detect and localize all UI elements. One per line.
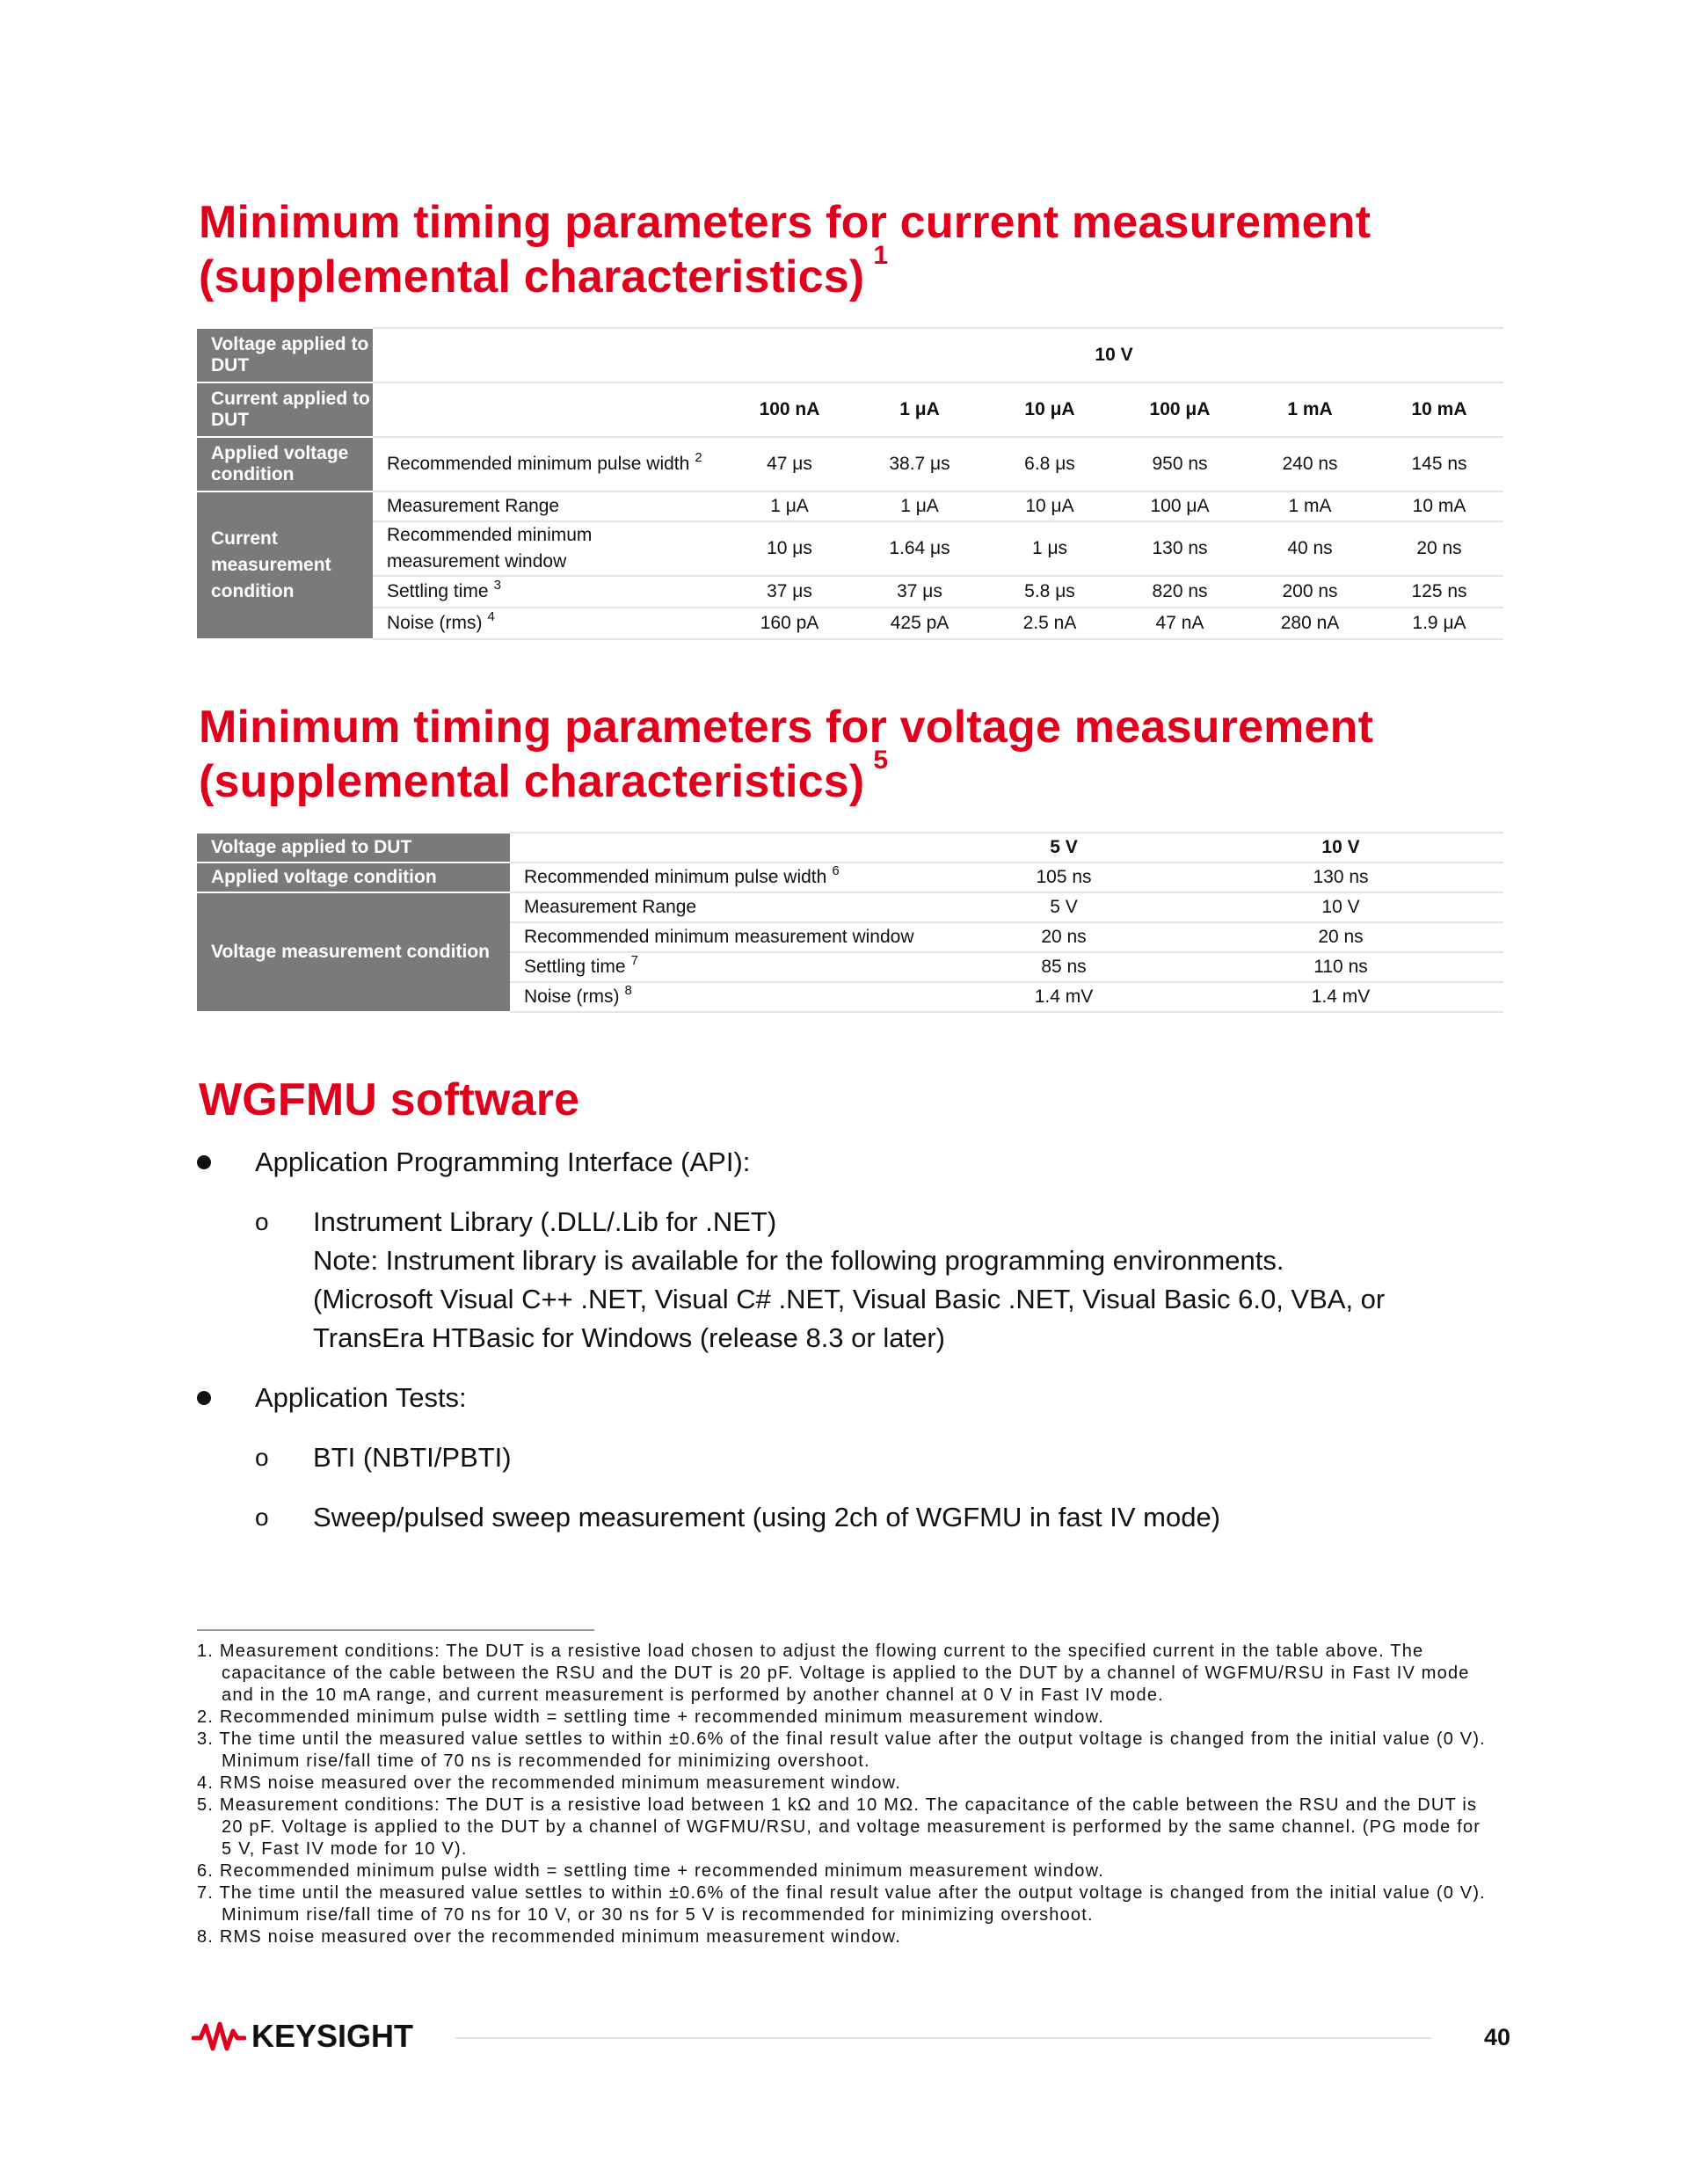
table-cell: 1 μA: [855, 491, 985, 521]
table-cell: 10 V: [1204, 892, 1503, 922]
page-number: 40: [1483, 2024, 1510, 2050]
list-item: o Sweep/pulsed sweep measurement (using 2ch of WGFMU in fast IV mode): [197, 1498, 1516, 1537]
table-cell: 40 ns: [1245, 521, 1375, 576]
table-cell: 1.64 μs: [855, 521, 985, 576]
sub-bullet-icon: o: [255, 1444, 269, 1471]
software-bullet-list: [197, 1143, 1516, 1537]
table-cell: 100 μA: [1115, 491, 1245, 521]
row-label-range: Measurement Range: [373, 491, 724, 521]
title-line-1: Minimum timing parameters for voltage measurement: [199, 702, 1374, 753]
table-cell: 950 ns: [1115, 437, 1245, 491]
current-column-header: 1 mA: [1245, 382, 1375, 437]
title-line-2: (supplemental characteristics): [199, 756, 865, 807]
table-cell: 1.4 mV: [923, 982, 1204, 1012]
title-line-1: Minimum timing parameters for current measurement: [199, 197, 1372, 248]
row-label-settling: Settling time $^7$: [510, 952, 923, 982]
row-label-settling: Settling time $^3$: [373, 576, 724, 608]
table-cell: 425 pA: [855, 608, 985, 639]
row-label-pulse-width: Recommended minimum pulse width $^6$: [510, 863, 923, 892]
row-header-voltage: Voltage applied to DUT: [197, 328, 373, 382]
table-cell: 6.8 μs: [985, 437, 1115, 491]
table-cell: 105 ns: [923, 863, 1204, 892]
table-cell: 5.8 μs: [985, 576, 1115, 608]
list-item: Application Programming Interface (API):: [197, 1143, 1516, 1182]
section-title-software: WGFMU software: [199, 1074, 580, 1125]
table-cell: 130 ns: [1115, 521, 1245, 576]
table-cell: 37 μs: [724, 576, 855, 608]
table-cell: 1.4 mV: [1204, 982, 1503, 1012]
list-item: o BTI (NBTI/PBTI): [197, 1438, 1516, 1477]
table-cell: 47 μs: [724, 437, 855, 491]
bullet-icon: [197, 1391, 211, 1405]
current-column-header: 1 μA: [855, 382, 985, 437]
row-header-voltage: Voltage applied to DUT: [197, 833, 510, 863]
section-title-current: [199, 195, 1371, 304]
footnote: 1. Measurement conditions: The DUT is a resistive load chosen to adjust the flowing current to the specified current in the table above. The capacitance of the cable between the RSU and the DUT is 20 pF. Voltage is applied to the DUT by a channel of WGFMU/RSU in Fast IV mode and in the 10 mA range, and current measurement is performed by another channel at 0 V in Fast IV mode.: [197, 1642, 1470, 1705]
table-cell: 5 V: [923, 892, 1204, 922]
footnote: 7. The time until the measured value settles to within ±0.6% of the final result value after the output voltage is changed from the initial value (0 V). Minimum rise/fall time of 70 ns for 10 V, or 30 ns for 5 V is recommended for minimizing overshoot.: [197, 1883, 1486, 1925]
table-cell: 1 μA: [724, 491, 855, 521]
table-cell: 820 ns: [1115, 576, 1245, 608]
brand-name: KEYSIGHT: [251, 2018, 414, 2054]
row-label-window: Recommended minimum measurement window: [373, 521, 724, 576]
row-label-noise: Noise (rms) $^8$: [510, 982, 923, 1012]
table-cell: 280 nA: [1245, 608, 1375, 639]
table-cell: 10 mA: [1375, 491, 1503, 521]
table-cell: 20 ns: [1375, 521, 1503, 576]
list-item: Application Tests:: [197, 1379, 1516, 1417]
table-cell: 1 mA: [1245, 491, 1375, 521]
current-timing-table: [197, 327, 1503, 640]
table-cell: 1 μs: [985, 521, 1115, 576]
row-label-pulse-width: Recommended minimum pulse width $^2$: [373, 437, 724, 491]
table-cell: 20 ns: [1204, 922, 1503, 952]
keysight-logo: [192, 2019, 413, 2054]
voltage-value: 10 V: [724, 328, 1503, 382]
footnote-ref: 1: [873, 241, 889, 270]
voltage-column-header: 10 V: [1204, 833, 1503, 863]
current-column-header: 100 nA: [724, 382, 855, 437]
voltage-column-header: 5 V: [923, 833, 1204, 863]
table-cell: 145 ns: [1375, 437, 1503, 491]
footnotes: [197, 1641, 1489, 1948]
table-cell: 200 ns: [1245, 576, 1375, 608]
footnote: 2. Recommended minimum pulse width = settling time + recommended minimum measurement window.: [197, 1707, 1104, 1727]
current-column-header: 10 mA: [1375, 382, 1503, 437]
row-header-applied: Applied voltage condition: [197, 437, 373, 491]
table-cell: 2.5 nA: [985, 608, 1115, 639]
bullet-icon: [197, 1155, 211, 1169]
table-cell: 110 ns: [1204, 952, 1503, 982]
row-header-measurement: Voltage measurement condition: [197, 892, 510, 1012]
table-cell: 20 ns: [923, 922, 1204, 952]
table-cell: 240 ns: [1245, 437, 1375, 491]
section-title-voltage: [199, 700, 1373, 809]
row-label-noise: Noise (rms) $^4$: [373, 608, 724, 639]
footnote: 6. Recommended minimum pulse width = settling time + recommended minimum measurement window.: [197, 1861, 1104, 1881]
row-label-window: Recommended minimum measurement window: [510, 922, 923, 952]
table-cell: 10 μs: [724, 521, 855, 576]
footnote: 4. RMS noise measured over the recommended minimum measurement window.: [197, 1773, 901, 1793]
footer-divider: [455, 2037, 1431, 2039]
sub-bullet-icon: o: [255, 1503, 269, 1531]
keysight-wave-icon: [192, 2019, 246, 2054]
footnote-ref: 5: [873, 746, 889, 775]
current-column-header: 10 μA: [985, 382, 1115, 437]
table-cell: 47 nA: [1115, 608, 1245, 639]
row-label-range: Measurement Range: [510, 892, 923, 922]
list-item: o Instrument Library (.DLL/.Lib for .NET) Note: Instrument library is available for the following programming environments. (Microsoft Visual C++ .NET, Visual C# .NET, Visual Basic .NET, Visual Basic 6.0, VBA, or TransEra HTBasic for Windows (release 8.3 or later): [197, 1203, 1516, 1358]
table-cell: 130 ns: [1204, 863, 1503, 892]
table-cell: 38.7 μs: [855, 437, 985, 491]
voltage-timing-table: [197, 832, 1503, 1013]
footnote: 3. The time until the measured value settles to within ±0.6% of the final result value after the output voltage is changed from the initial value (0 V). Minimum rise/fall time of 70 ns is recommended for minimizing overshoot.: [197, 1729, 1486, 1771]
footnote: 5. Measurement conditions: The DUT is a resistive load between 1 kΩ and 10 MΩ. The capacitance of the cable between the RSU and the DUT is 20 pF. Voltage is applied to the DUT by a channel of WGFMU/RSU, and voltage measurement is performed by the same channel. (PG mode for 5 V, Fast IV mode for 10 V).: [197, 1795, 1481, 1859]
title-line-2: (supplemental characteristics): [199, 251, 865, 302]
row-header-current: Current applied to DUT: [197, 382, 373, 437]
table-cell: 37 μs: [855, 576, 985, 608]
table-cell: 10 μA: [985, 491, 1115, 521]
sub-bullet-icon: o: [255, 1208, 269, 1235]
footnote: 8. RMS noise measured over the recommended minimum measurement window.: [197, 1927, 901, 1947]
current-column-header: 100 μA: [1115, 382, 1245, 437]
table-cell: 125 ns: [1375, 576, 1503, 608]
row-header-measurement: Current measurement condition: [197, 491, 373, 639]
table-cell: 1.9 μA: [1375, 608, 1503, 639]
table-cell: 160 pA: [724, 608, 855, 639]
row-header-applied: Applied voltage condition: [197, 863, 510, 892]
table-cell: 85 ns: [923, 952, 1204, 982]
footnote-divider: [197, 1629, 594, 1631]
